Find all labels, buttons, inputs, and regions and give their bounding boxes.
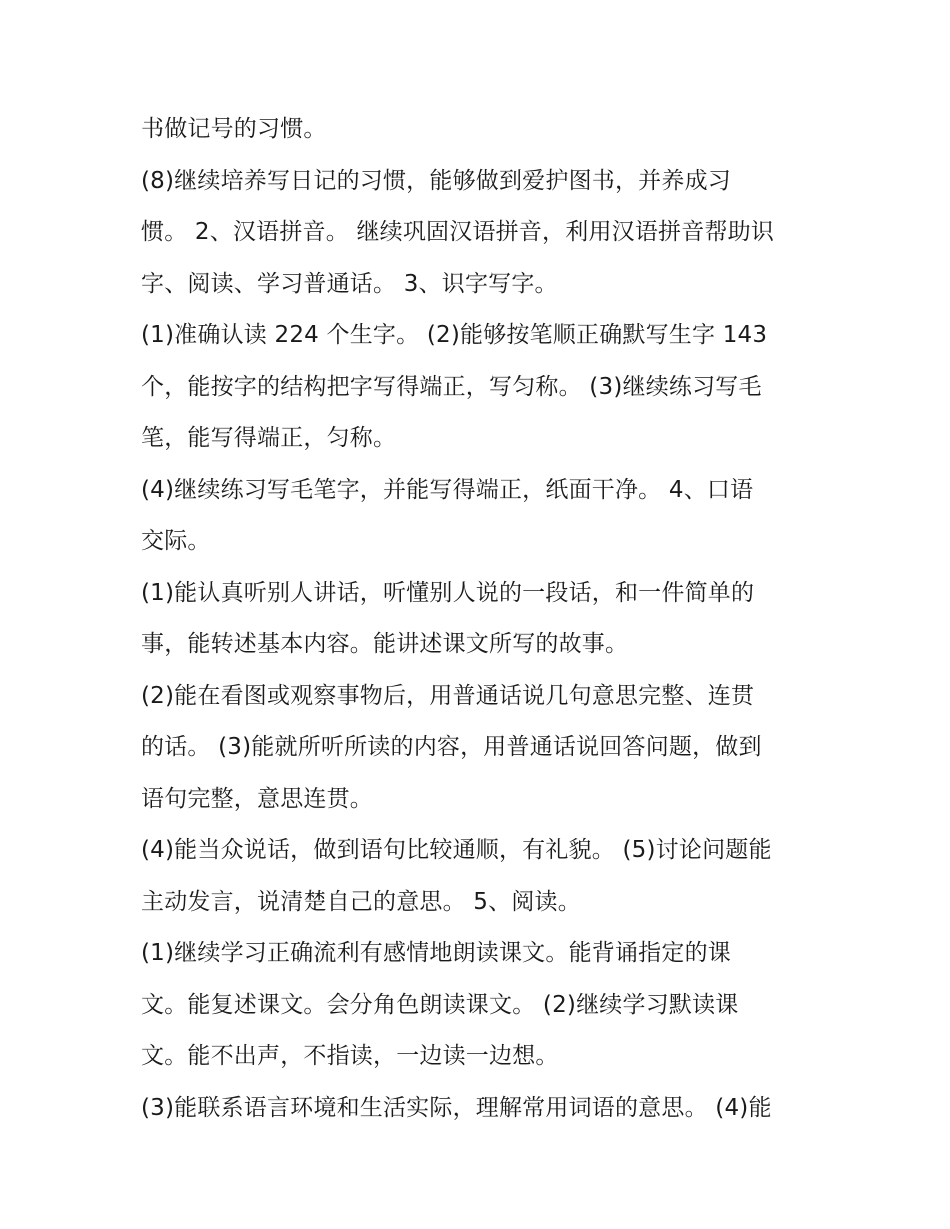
text-line: (4)继续练习写毛笔字，并能写得端正，纸面干净。 4、口语 — [141, 476, 754, 503]
text-line: 语句完整，意思连贯。 — [141, 785, 373, 812]
text-line: 交际。 — [141, 528, 211, 554]
text-line: 事，能转述基本内容。能讲述课文所写的故事。 — [141, 631, 629, 657]
text-line: (1)能认真听别人讲话，听懂别人说的一段话，和一件简单的 — [141, 579, 755, 606]
document-body — [141, 104, 841, 1134]
text-line: 字、阅读、学习普通话。 3、识字写字。 — [141, 270, 558, 297]
text-line: 的话。 (3)能就所听所读的内容，用普通话说回答问题，做到 — [141, 734, 762, 760]
text-line: 书做记号的习惯。 — [141, 116, 327, 142]
text-line: 个，能按字的结构把字写得端正，写匀称。 (3)继续练习写毛 — [141, 373, 762, 400]
text-line: (1)准确认读 224 个生字。 (2)能够按笔顺正确默写生字 143 — [141, 322, 768, 348]
text-line: 文。能复述课文。会分角色朗读课文。 (2)继续学习默读课 — [141, 991, 739, 1018]
text-line: 文。能不出声，不指读，一边读一边想。 — [141, 1043, 559, 1069]
text-line: 笔，能写得端正，匀称。 — [141, 425, 397, 451]
text-line: (4)能当众说话，做到语句比较通顺，有礼貌。 (5)讨论问题能 — [141, 837, 772, 863]
text-line: (3)能联系语言环境和生活实际，理解常用词语的意思。 (4)能 — [141, 1094, 772, 1121]
text-line: (8)继续培养写日记的习惯，能够做到爱护图书，并养成习 — [141, 167, 731, 194]
text-line: 主动发言，说清楚自己的意思。 5、阅读。 — [141, 888, 581, 915]
text-line: (2)能在看图或观察事物后，用普通话说几句意思完整、连贯 — [141, 682, 755, 709]
text-line: (1)继续学习正确流利有感情地朗读课文。能背诵指定的课 — [141, 940, 731, 966]
text-line: 惯。 2、汉语拼音。 继续巩固汉语拼音，利用汉语拼音帮助识 — [141, 219, 775, 245]
